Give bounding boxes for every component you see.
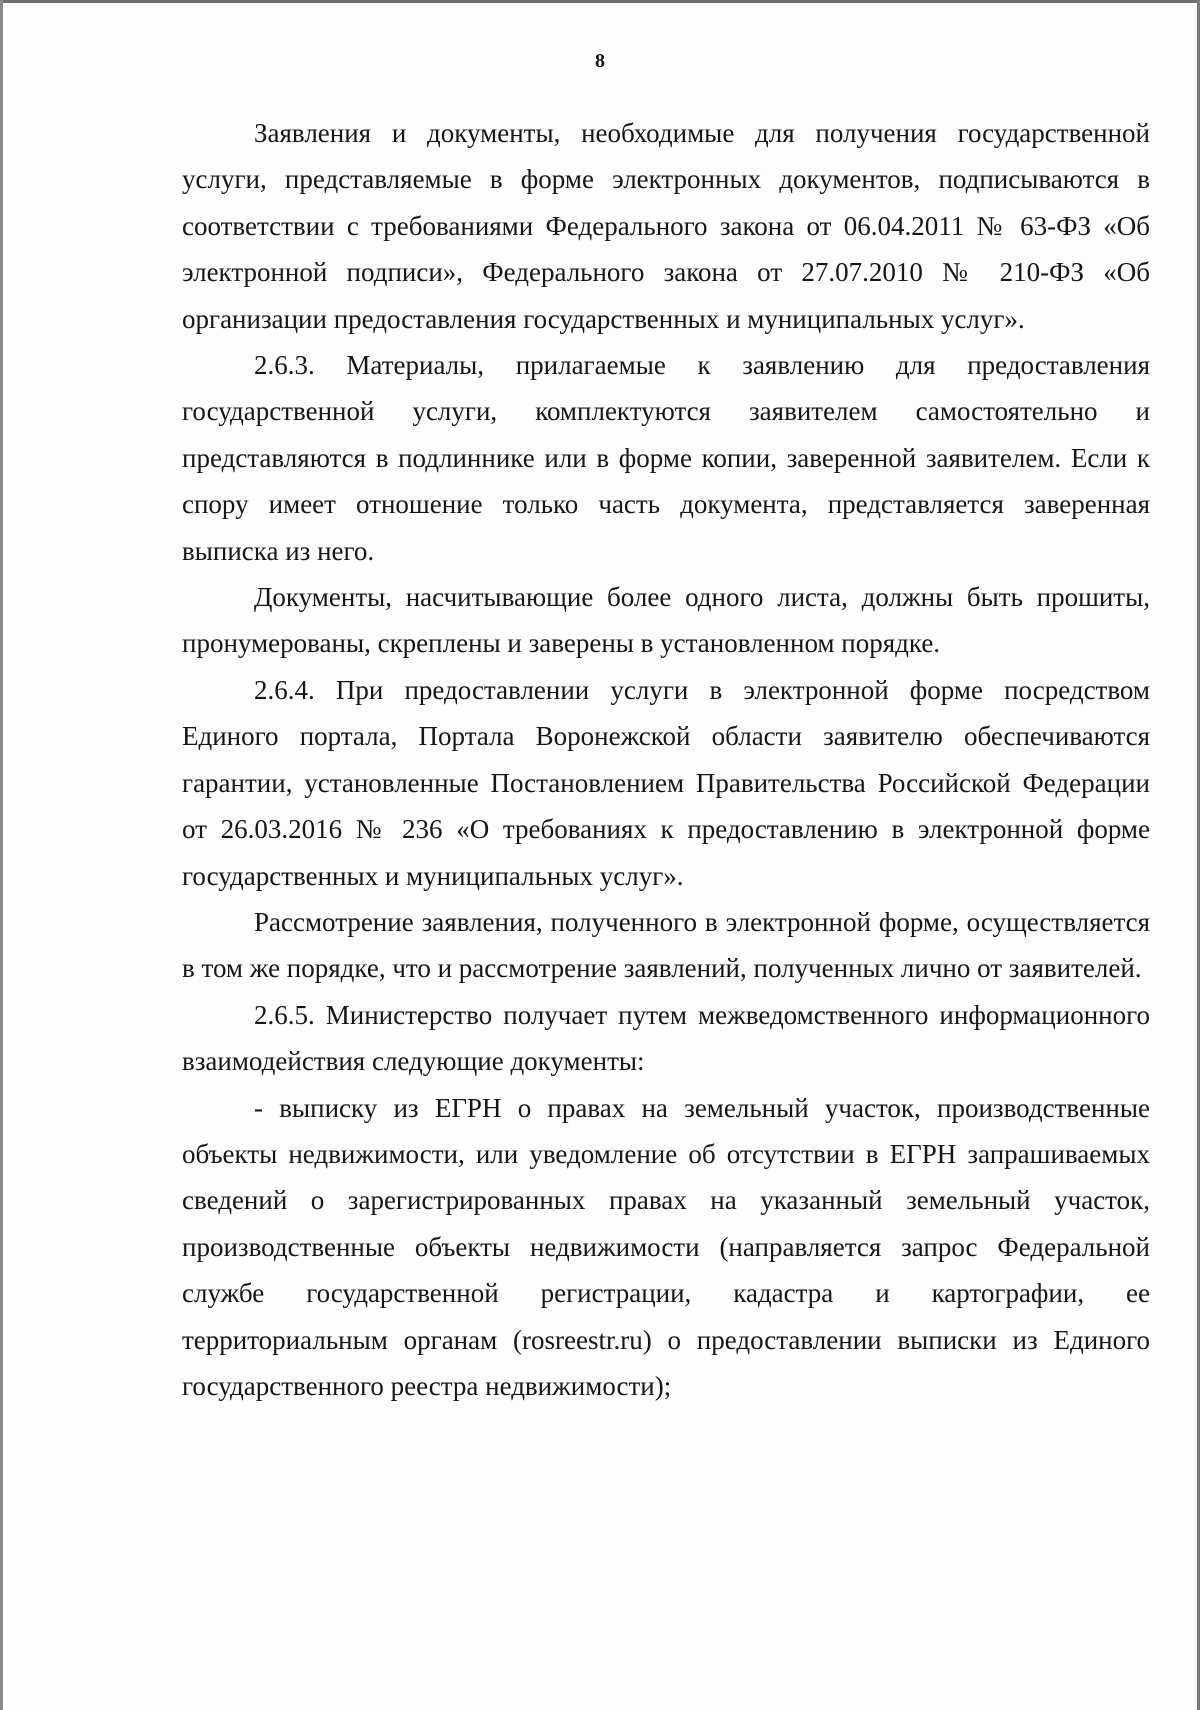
paragraph-electronic-review: Рассмотрение заявления, полученного в электронной форме, осуществляется в том же порядке, что и рассмотрение заявлений, полученных лично от заявителей. (182, 906, 1150, 984)
document-body (182, 110, 1150, 1409)
paragraph-2-6-3: 2.6.3. Материалы, прилагаемые к заявлению для предоставления государственной услуги, комплектуются заявителем самостоятельно и представляются в подлиннике или в форме копии, заверенной заявителем. Если к спору имеет отношение только часть документа, представляется заверенная выписка из него. (182, 350, 1150, 566)
paragraph-egrn-extract: - выписку из ЕГРН о правах на земельный участок, производственные объекты недвижимости, или уведомление об отсутствии в ЕГРН запрашиваемых сведений о зарегистрированных правах на указанный земельный участок, производственные объекты недвижимости (направляется запрос Федеральной службе государственной регистрации, кадастра и картографии, ее территориальным органам (rosreestr.ru) о предоставлении выписки из Единого государственного реестра недвижимости); (182, 1092, 1150, 1401)
paragraph-2-6-4: 2.6.4. При предоставлении услуги в электронной форме посредством Единого портала, Портала Воронежской области заявителю обеспечиваются гарантии, установленные Постановлением Правительства Российской Федерации от 26.03.2016 № 236 «О требованиях к предоставлению в электронной форме государственных и муниципальных услуг». (182, 674, 1150, 891)
paragraph-2-6-5: 2.6.5. Министерство получает путем межведомственного информационного взаимодействия следующие документы: (182, 999, 1150, 1077)
scan-edge-top (0, 0, 1200, 3)
page-number: 8 (595, 50, 605, 72)
scan-edge-left (0, 0, 3, 1710)
paragraph-multi-sheet-documents: Документы, насчитывающие более одного листа, должны быть прошиты, пронумерованы, скреплены и заверены в установленном порядке. (182, 582, 1150, 659)
paragraph-signatures: Заявления и документы, необходимые для получения государственной услуги, представляемые в форме электронных документов, подписываются в соответствии с требованиями Федерального закона от 06.04.2011 № 63-ФЗ «Об электронной подписи», Федерального закона от 27.07.2010 № 210-ФЗ «Об организации предоставления государственных и муниципальных услуг». (182, 118, 1150, 334)
